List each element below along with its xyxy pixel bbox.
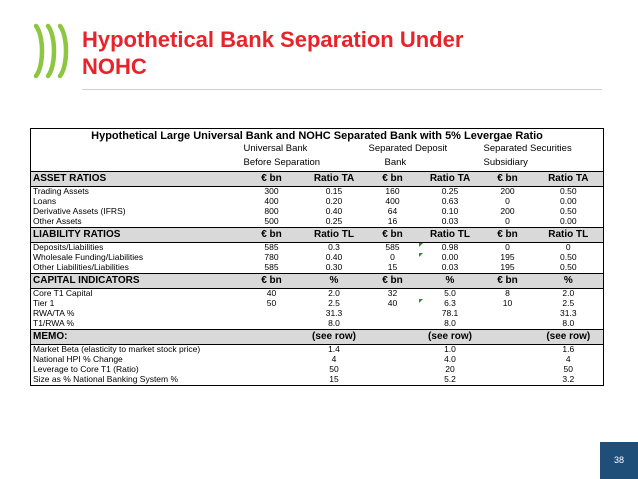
column-header: (see row) [419,330,482,345]
group-header-deposit-line2: Bank [384,157,407,168]
table-cell: 1.0 [444,344,456,355]
table-cell: 0.50 [560,263,577,273]
column-header: Ratio TL [534,228,604,243]
table-cell: 4 [565,355,571,365]
table-cell [482,375,534,386]
slide-title-line-1: Hypothetical Bank Separation Under [82,27,464,52]
table-cell: 16 [387,217,398,227]
table-cell: 0 [390,253,395,263]
table-cell: 4 [331,355,337,365]
table-row [31,207,604,217]
table-cell [367,319,419,330]
row-label: Other Liabilities/Liabilities [33,263,129,273]
table-cell [482,319,534,330]
table-row [31,217,604,228]
table-cell: 585 [264,242,279,253]
column-header: % [419,274,482,289]
table-cell [367,365,419,375]
table-cell: 0.03 [441,263,459,273]
table-cell: 32 [387,288,398,299]
column-header [367,330,419,345]
table-row [31,187,604,198]
table-cell [367,345,419,356]
row-label: RWA/TA % [33,309,75,319]
group-header-spacer [31,143,242,157]
table-cell: 8.0 [562,319,575,329]
table-cell: 10 [502,299,513,309]
column-header: € bn [482,274,534,289]
table-cell: 0.03 [441,217,459,227]
table-cell: 0.00 [419,253,482,263]
table-row [31,375,604,386]
table-cell: 6.3 [419,299,482,309]
slide-title [82,26,582,80]
table-cell: 0 [565,242,571,253]
table-cell: 40 [387,299,398,309]
column-header: Ratio TA [419,172,482,187]
table-cell: 78.1 [441,309,459,319]
table-cell: 1.4 [328,344,340,355]
column-header: € bn [482,228,534,243]
table-cell: 400 [264,197,279,207]
table-cell: 585 [264,263,279,273]
table-cell [482,355,534,365]
table-cell: 8 [505,288,510,299]
title-divider [82,89,602,90]
table-cell: 0.63 [441,197,459,207]
table-cell: 0.40 [325,207,343,217]
table-row [31,319,604,330]
table-row [31,299,604,309]
column-header: € bn [242,228,302,243]
table-row [31,253,604,263]
table-cell: 2.5 [562,299,575,309]
table-cell: 5.2 [444,375,456,385]
section-title: LIABILITY RATIOS [31,228,242,243]
table-cell: 0.20 [325,197,343,207]
row-label: Core T1 Capital [33,288,93,299]
column-header: € bn [367,228,419,243]
table-cell: 0.10 [441,207,459,217]
table-cell: 0.25 [325,217,343,227]
table-cell: 195 [500,253,515,263]
column-header: Ratio TL [302,228,367,243]
row-label: Deposits/Liabilities [33,242,104,253]
table-cell [482,365,534,375]
table-cell: 50 [329,365,339,375]
group-header-universal-line1: Universal Bank [243,143,308,154]
column-header: (see row) [534,330,604,345]
table-cell: 585 [385,242,400,253]
table-cell: 20 [445,365,455,375]
table-cell: 800 [264,207,279,217]
table-cell: 0.00 [560,217,577,227]
table-cell [242,345,302,356]
column-header: € bn [367,172,419,187]
table-cell: 4.0 [444,355,456,365]
table-cell: 780 [264,253,279,263]
table-cell [367,309,419,319]
column-header: (see row) [302,330,367,345]
table-cell: 50 [563,365,573,375]
oecd-logo [30,20,74,82]
table-cell: 0.25 [441,186,459,197]
table-cell: 0.15 [325,186,343,197]
table-cell [482,309,534,319]
section-header-row [31,228,604,243]
column-header: Ratio TA [534,172,604,187]
table-cell [242,319,302,330]
row-label: Other Assets [33,217,82,227]
table-cell: 64 [387,207,398,217]
table-cell: 0.30 [325,263,343,273]
section-header-row [31,330,604,345]
table-cell: 300 [264,186,279,197]
column-header [482,330,534,345]
table-row [31,355,604,365]
row-label: Size as % National Banking System % [33,375,179,385]
table-cell: 50 [266,299,277,309]
table-cell: 15 [387,263,398,273]
table-cell: 0.98 [419,243,482,254]
table-cell [242,365,302,375]
table-row [31,345,604,356]
row-label: Trading Assets [33,186,89,197]
page-number: 38 [600,442,638,479]
row-label: Leverage to Core T1 (Ratio) [33,365,139,375]
column-header [242,330,302,345]
table-cell [367,375,419,386]
row-label: Derivative Assets (IFRS) [33,207,126,217]
group-header-deposit-line1: Separated Deposit [368,143,448,154]
table-cell: 8.0 [444,319,456,329]
row-label: Tier 1 [33,299,55,309]
slide-title-line-2: NOHC [82,54,147,79]
table-cell: 400 [385,197,400,207]
table-row [31,243,604,254]
table-cell: 200 [500,207,515,217]
table-cell: 195 [500,263,515,273]
column-header: € bn [482,172,534,187]
section-header-row [31,172,604,187]
column-header: € bn [367,274,419,289]
table-row [31,309,604,319]
column-header: € bn [242,274,302,289]
column-header: Ratio TL [419,228,482,243]
column-header: Ratio TA [302,172,367,187]
table-cell [482,345,534,356]
table-cell: 1.6 [562,344,575,355]
table-cell: 0 [505,197,510,207]
table-cell [367,355,419,365]
column-header: € bn [242,172,302,187]
column-header: % [534,274,604,289]
table-caption: Hypothetical Large Universal Bank and NOHC Separated Bank with 5% Levergae Ratio [91,130,543,142]
section-title: CAPITAL INDICATORS [31,274,242,289]
table-row [31,289,604,300]
table-cell: 500 [264,217,279,227]
table-cell: 15 [329,375,339,385]
table-cell [242,355,302,365]
table-cell: 0 [505,217,510,227]
table-cell: 2.0 [562,288,575,299]
table-cell: 40 [266,288,277,299]
table-cell: 0.3 [328,242,340,253]
table-cell [242,375,302,386]
row-label: T1/RWA % [33,319,75,329]
table-row [31,365,604,375]
table-cell [242,309,302,319]
table-cell: 31.3 [325,309,343,319]
group-header-securities-line2: Subsidiary [483,157,528,168]
table-row [31,197,604,207]
section-title: MEMO: [31,330,242,345]
bank-separation-table [30,128,604,386]
table-cell: 160 [385,186,400,197]
table-cell: 5.0 [444,288,456,299]
row-label: National HPI % Change [33,355,123,365]
section-header-row [31,274,604,289]
row-label: Wholesale Funding/Liabilities [33,253,144,263]
section-title: ASSET RATIOS [31,172,242,187]
table-cell: 0.00 [560,197,577,207]
column-header: % [302,274,367,289]
group-header-securities-line1: Separated Securities [483,143,572,154]
table-cell: 0.50 [560,186,577,197]
table-cell: 200 [500,186,515,197]
group-header-spacer [31,157,242,172]
table-cell: 31.3 [560,309,577,319]
table-cell: 2.5 [328,299,340,309]
table-cell: 8.0 [328,319,340,329]
table-cell: 0.40 [325,253,343,263]
table-cell: 2.0 [328,288,340,299]
table-cell: 0.50 [560,253,577,263]
group-header-universal-line2: Before Separation [243,157,321,168]
table-cell: 3.2 [562,375,575,385]
table-cell: 0 [505,242,510,253]
table-row [31,263,604,274]
table-cell: 0.50 [560,207,577,217]
row-label: Market Beta (elasticity to market stock price) [33,344,201,355]
row-label: Loans [33,197,57,207]
